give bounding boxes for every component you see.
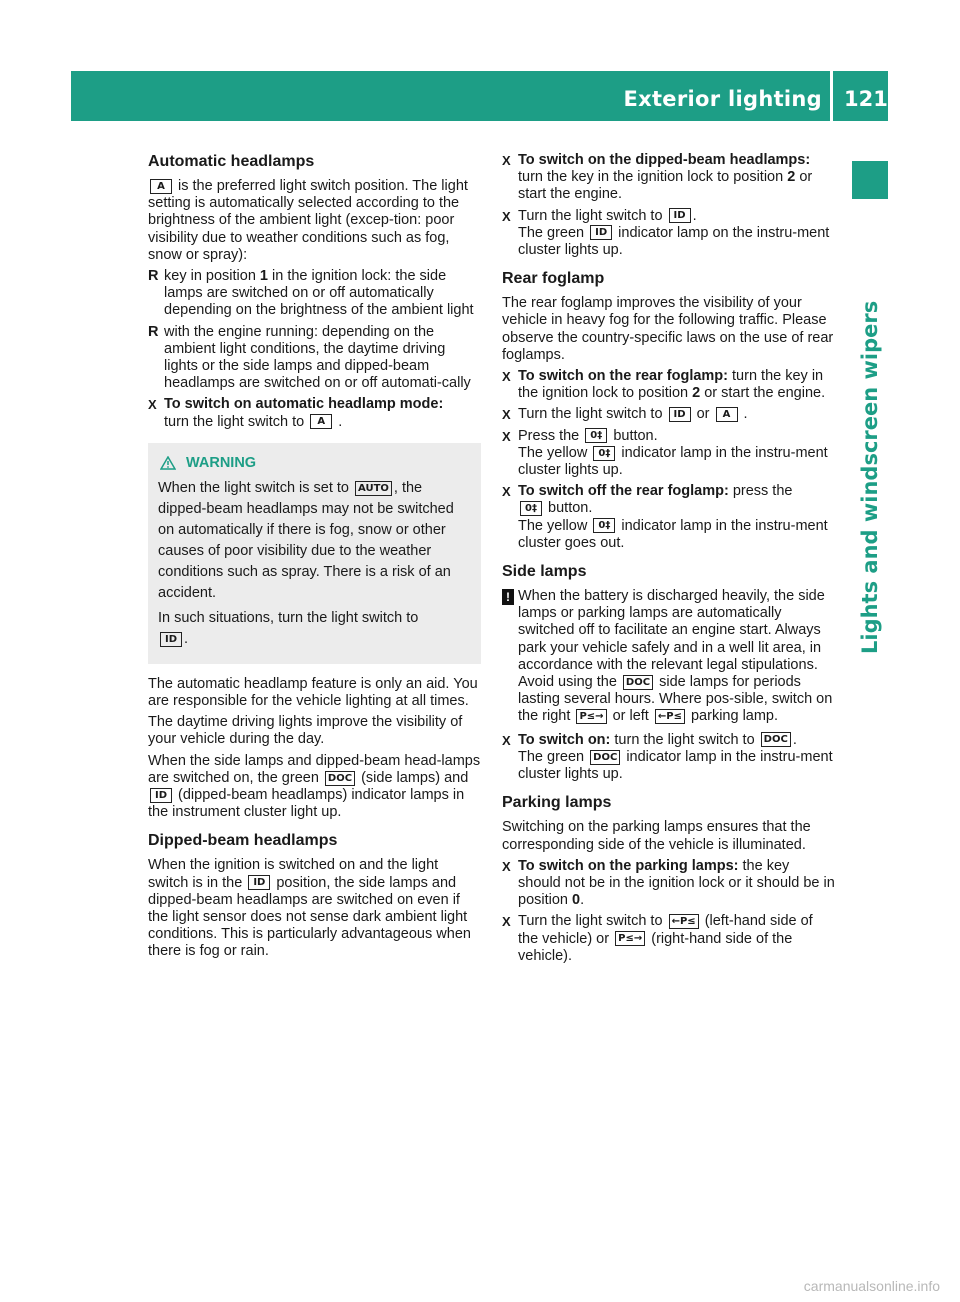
- step-text-b: The green: [518, 224, 585, 241]
- warning-text-b: , the dipped-beam headlamps may not be switched on automatically if there is fog, snow or other causes of poor visibility due to the weather conditions such as spray. There is a risk of an accident.: [158, 479, 454, 601]
- rear-foglamp-symbol-icon: 0‡: [520, 501, 542, 516]
- chapter-side-label-text: Lights and windscreen wipers: [858, 300, 882, 654]
- step-text: turn the key in the ignition lock to position: [518, 169, 788, 186]
- step-text-c: indicator lamp in the instru-ment cluster lights up.: [518, 748, 833, 783]
- rear-foglamp-intro: The rear foglamp improves the visibility of your vehicle in heavy fog for the following traffic. Please observe the country-specific laws on the use of rear foglamps.: [502, 295, 834, 363]
- step-item: [502, 483, 835, 552]
- bullet1-text-a: key in position: [164, 268, 260, 285]
- auto-symbol-icon: A: [310, 414, 332, 429]
- step-text: turn the light switch to: [164, 413, 305, 430]
- header-bar: [71, 71, 888, 121]
- step-title: To switch on automatic headlamp mode:: [164, 396, 444, 413]
- warning-title-text: WARNING: [186, 454, 257, 471]
- step-text-b: (left-hand side of the vehicle) or: [518, 913, 813, 947]
- step-title: To switch on the parking lamps:: [518, 857, 739, 874]
- step-arrow-icon: X: [502, 858, 511, 874]
- auto-headlamps-heading: Automatic headlamps: [148, 153, 315, 170]
- indicator-text-a: When the side lamps and dipped-beam head-lamps are switched on, the green: [148, 752, 481, 786]
- dipped-beam-heading: Dipped-beam headlamps: [148, 832, 338, 850]
- step-text-b: button.: [548, 500, 593, 517]
- step-item: [502, 368, 835, 402]
- step-text: the key should not be in the ignition lock or it should be in position: [518, 857, 835, 909]
- step-title: To switch on:: [518, 731, 611, 748]
- step-text-c: The yellow: [518, 444, 588, 461]
- indicator-text-c: (dipped-beam headlamps) indicator lamps in the instrument cluster light up.: [148, 787, 465, 821]
- step-text-end: .: [580, 892, 585, 909]
- step-arrow-icon: X: [502, 732, 511, 748]
- bullet1-text-b: in the ignition lock: the side lamps are switched on or off automatically depending on the brightness of the ambient light: [164, 268, 474, 319]
- chapter-tab: [852, 161, 888, 199]
- step-text-c: indicator lamp on the instru-ment cluster lights up.: [518, 224, 830, 259]
- step-text-b: The green: [518, 748, 585, 765]
- chapter-side-label: [857, 218, 883, 654]
- step-text: Press the: [518, 427, 580, 444]
- step-text-c: (right-hand side of the vehicle).: [518, 930, 793, 964]
- step-title: To switch off the rear foglamp:: [518, 483, 729, 500]
- step-text-d: indicator lamp in the instru-ment cluster goes out.: [518, 517, 828, 551]
- position-number: 2: [787, 169, 796, 186]
- header-divider: [830, 71, 833, 121]
- auto-intro: [148, 178, 481, 264]
- aid-paragraph: The automatic headlamp feature is only an aid. You are responsible for the vehicle lighting at all times.: [148, 675, 478, 710]
- step-arrow-icon: X: [502, 428, 511, 444]
- note-text-b: side lamps for periods lasting several hours. Where pos-sible, switch on the right: [518, 674, 833, 725]
- note-text-a: When the battery is discharged heavily, the side lamps or parking lamps are automatically switched off to facilitate an engine start. Always park your vehicle safely and in a well lit area, in accordance with the relevant legal stipulations. Avoid using the: [518, 588, 825, 691]
- step-text-d: indicator lamp in the instru-ment cluster lights up.: [518, 444, 828, 479]
- step-item: X Turn the light switch to ID or A .: [502, 406, 748, 423]
- rear-foglamp-symbol-icon: 0‡: [593, 446, 615, 461]
- step-item: [502, 152, 835, 204]
- warning-advice: In such situations, turn the light switch to ID .: [158, 609, 419, 647]
- dipped-beam-symbol-icon: ID: [590, 225, 612, 240]
- rear-foglamp-heading: Rear foglamp: [502, 270, 605, 288]
- step-arrow-icon: X: [502, 208, 511, 224]
- exclamation-icon: !: [502, 589, 514, 605]
- position-number: 0: [572, 892, 581, 909]
- left-column: [148, 152, 481, 965]
- step-title: To switch on the rear foglamp:: [518, 368, 728, 385]
- auto-intro-text: is the preferred light switch position. The light setting is automatically selected according to the brightness of the ambient light (excep-tion: poor visibility due to weather conditions such as fog, snow or spray):: [148, 178, 468, 263]
- dipped-text-b: position, the side lamps and dipped-beam headlamps are switched on even if the light sensor does not sense dark ambient light conditions. This is particularly advantageous when there is fog or rain.: [148, 874, 471, 960]
- watermark: carmanualsonline.info: [803, 1278, 940, 1294]
- drl-paragraph: The daytime driving lights improve the visibility of your vehicle during the day.: [148, 714, 463, 748]
- step-text-end: or start the engine.: [518, 169, 813, 203]
- step-text: Turn the light switch to: [518, 207, 663, 224]
- dipped-beam-symbol-icon: ID: [669, 208, 691, 223]
- bullet1-position: 1: [259, 268, 268, 285]
- step-item: [502, 858, 835, 910]
- right-column: [502, 152, 835, 969]
- indicator-paragraph: [148, 753, 481, 822]
- auto-symbol-icon: A: [150, 179, 172, 194]
- step-item: X Turn the light switch to ID . The green ID indicator lamp on the instru-ment cluster lights up.: [502, 207, 830, 259]
- position-number: 2: [692, 385, 701, 402]
- step-title: To switch on the dipped-beam headlamps:: [518, 152, 811, 168]
- warning-text-a: When the light switch is set to: [158, 479, 349, 496]
- bullet-icon: R: [148, 268, 159, 285]
- parking-lamps-intro: Switching on the parking lamps ensures that the corresponding side of the vehicle is illuminated.: [502, 819, 811, 853]
- dipped-text-a: When the ignition is switched on and the light switch is in the: [148, 857, 439, 891]
- dipped-beam-symbol-icon: ID: [669, 407, 691, 422]
- step-arrow-icon: X: [502, 153, 511, 168]
- step-item: X To switch on: turn the light switch to DOC . The green DOC indicator lamp in the instru-ment cluster lights up.: [502, 731, 833, 783]
- list-item: [148, 268, 481, 320]
- bullet-icon: R: [148, 323, 159, 340]
- warning-triangle-icon: [160, 456, 176, 470]
- or-text: or: [696, 406, 710, 423]
- rear-foglamp-symbol-icon: 0‡: [585, 428, 607, 443]
- step-text: Turn the light switch to: [518, 913, 663, 930]
- note-text-c: parking lamp.: [690, 708, 779, 725]
- step-arrow-icon: X: [502, 369, 511, 385]
- dipped-beam-symbol-icon: ID: [150, 788, 172, 803]
- step-text-c: The yellow: [518, 517, 588, 534]
- warning-box: [148, 443, 481, 664]
- list-item: [148, 324, 481, 393]
- auto-text-symbol-icon: AUTO: [355, 481, 392, 496]
- side-lamps-symbol-icon: DOC: [623, 675, 653, 690]
- indicator-text-b: (side lamps) and: [361, 769, 469, 786]
- side-lamps-symbol-icon: DOC: [590, 750, 620, 765]
- step-item: X To switch on automatic headlamp mode: turn the light switch to A .: [148, 396, 444, 430]
- step-item: [502, 428, 835, 480]
- side-lamps-symbol-icon: DOC: [325, 771, 355, 786]
- parking-left-symbol-icon: ←P≤: [655, 709, 685, 724]
- note-box: [502, 588, 835, 726]
- warning-text: [158, 478, 473, 604]
- dipped-beam-paragraph: [148, 857, 481, 960]
- side-lamps-symbol-icon: DOC: [761, 732, 791, 747]
- parking-left-symbol-icon: ←P≤: [669, 914, 699, 929]
- parking-right-symbol-icon: P≤→: [576, 709, 606, 724]
- side-lamps-heading: Side lamps: [502, 563, 587, 581]
- warning-title: [158, 453, 473, 474]
- step-arrow-icon: X: [148, 397, 157, 413]
- step-arrow-icon: X: [502, 407, 511, 423]
- step-arrow-icon: X: [502, 484, 511, 500]
- rear-foglamp-symbol-icon: 0‡: [593, 518, 615, 533]
- step-text: Turn the light switch to: [518, 406, 663, 423]
- step-arrow-icon: X: [502, 914, 511, 930]
- step-text: turn the light switch to: [610, 731, 755, 748]
- section-title: Exterior lighting: [623, 87, 822, 111]
- step-text-end: or start the engine.: [700, 385, 826, 402]
- note-or: or left: [612, 708, 649, 725]
- step-item: [502, 913, 835, 965]
- step-text: press the: [728, 483, 793, 500]
- bullet2-text: with the engine running: depending on the ambient light conditions, the daytime driving lights or the side lamps and dipped-beam headlamps are switched on or off automati-cally: [164, 323, 471, 392]
- page-number: 121: [844, 87, 888, 111]
- step-text-b: button.: [613, 427, 658, 444]
- step-text: turn the key in the ignition lock to position: [518, 368, 824, 402]
- dipped-beam-symbol-icon: ID: [248, 875, 270, 890]
- dipped-beam-symbol-icon: ID: [160, 632, 182, 647]
- warning-advice-text: In such situations, turn the light switch to: [158, 609, 419, 626]
- parking-lamps-heading: Parking lamps: [502, 794, 612, 812]
- parking-right-symbol-icon: P≤→: [615, 931, 645, 946]
- auto-symbol-icon: A: [716, 407, 738, 422]
